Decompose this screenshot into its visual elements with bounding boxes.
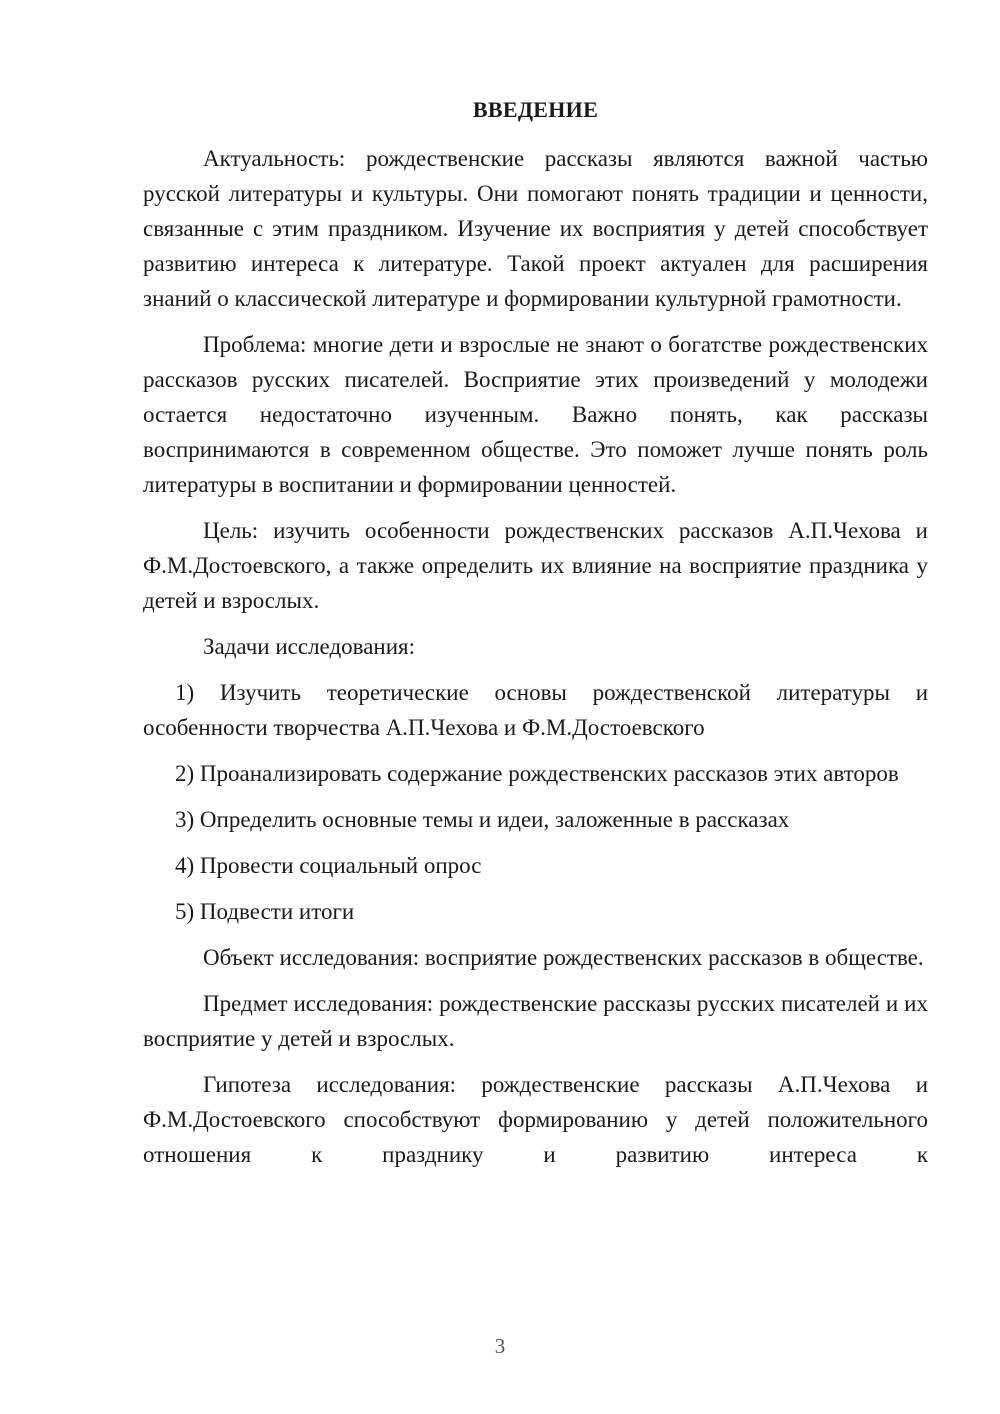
tasks-title: Задачи исследования: [203, 634, 416, 659]
paragraph-goal: Цель: изучить особенности рождественских рассказов А.П.Чехова и Ф.М.Достоевского, а также определить их влияние на восприятие праздника у детей и взрослых. [143, 518, 928, 613]
task-item-2: 2) Проанализировать содержание рождественских рассказов этих авторов [175, 761, 899, 786]
paragraph-object: Объект исследования: восприятие рождественских рассказов в обществе. [203, 945, 924, 970]
task-item-1: 1) Изучить теоретические основы рождественской литературы и особенности творчества А.П.Чехова и Ф.М.Достоевского [143, 680, 928, 740]
paragraph-problem: Проблема: многие дети и взрослые не знают о богатстве рождественских рассказов русских писателей. Восприятие этих произведений у молодежи остается недостаточно изученным. Важно понять, как рассказы воспринимаются в современном обществе. Это поможет лучше понять роль литературы в воспитании и формировании ценностей. [143, 332, 928, 497]
paragraph-relevance: Актуальность: рождественские рассказы являются важной частью русской литературы и культуры. Они помогают понять традиции и ценности, связанные с этим праздником. Изучение их восприятия у детей способствует развитию интереса к литературе. Такой проект актуален для расширения знаний о классической литературе и формировании культурной грамотности. [143, 146, 928, 311]
document-page [143, 92, 928, 1183]
task-item-4: 4) Провести социальный опрос [175, 853, 482, 878]
paragraph-hypothesis: Гипотеза исследования: рождественские рассказы А.П.Чехова и Ф.М.Достоевского способствуют формированию у детей положительного отношения к празднику и развитию интереса к [143, 1072, 928, 1167]
section-heading: ВВЕДЕНИЕ [472, 97, 599, 122]
task-item-3: 3) Определить основные темы и идеи, заложенные в рассказах [175, 807, 790, 832]
paragraph-subject: Предмет исследования: рождественские рассказы русских писателей и их восприятие у детей и взрослых. [143, 991, 928, 1051]
task-item-5: 5) Подвести итоги [175, 899, 355, 924]
page-number: 3 [494, 1334, 506, 1358]
